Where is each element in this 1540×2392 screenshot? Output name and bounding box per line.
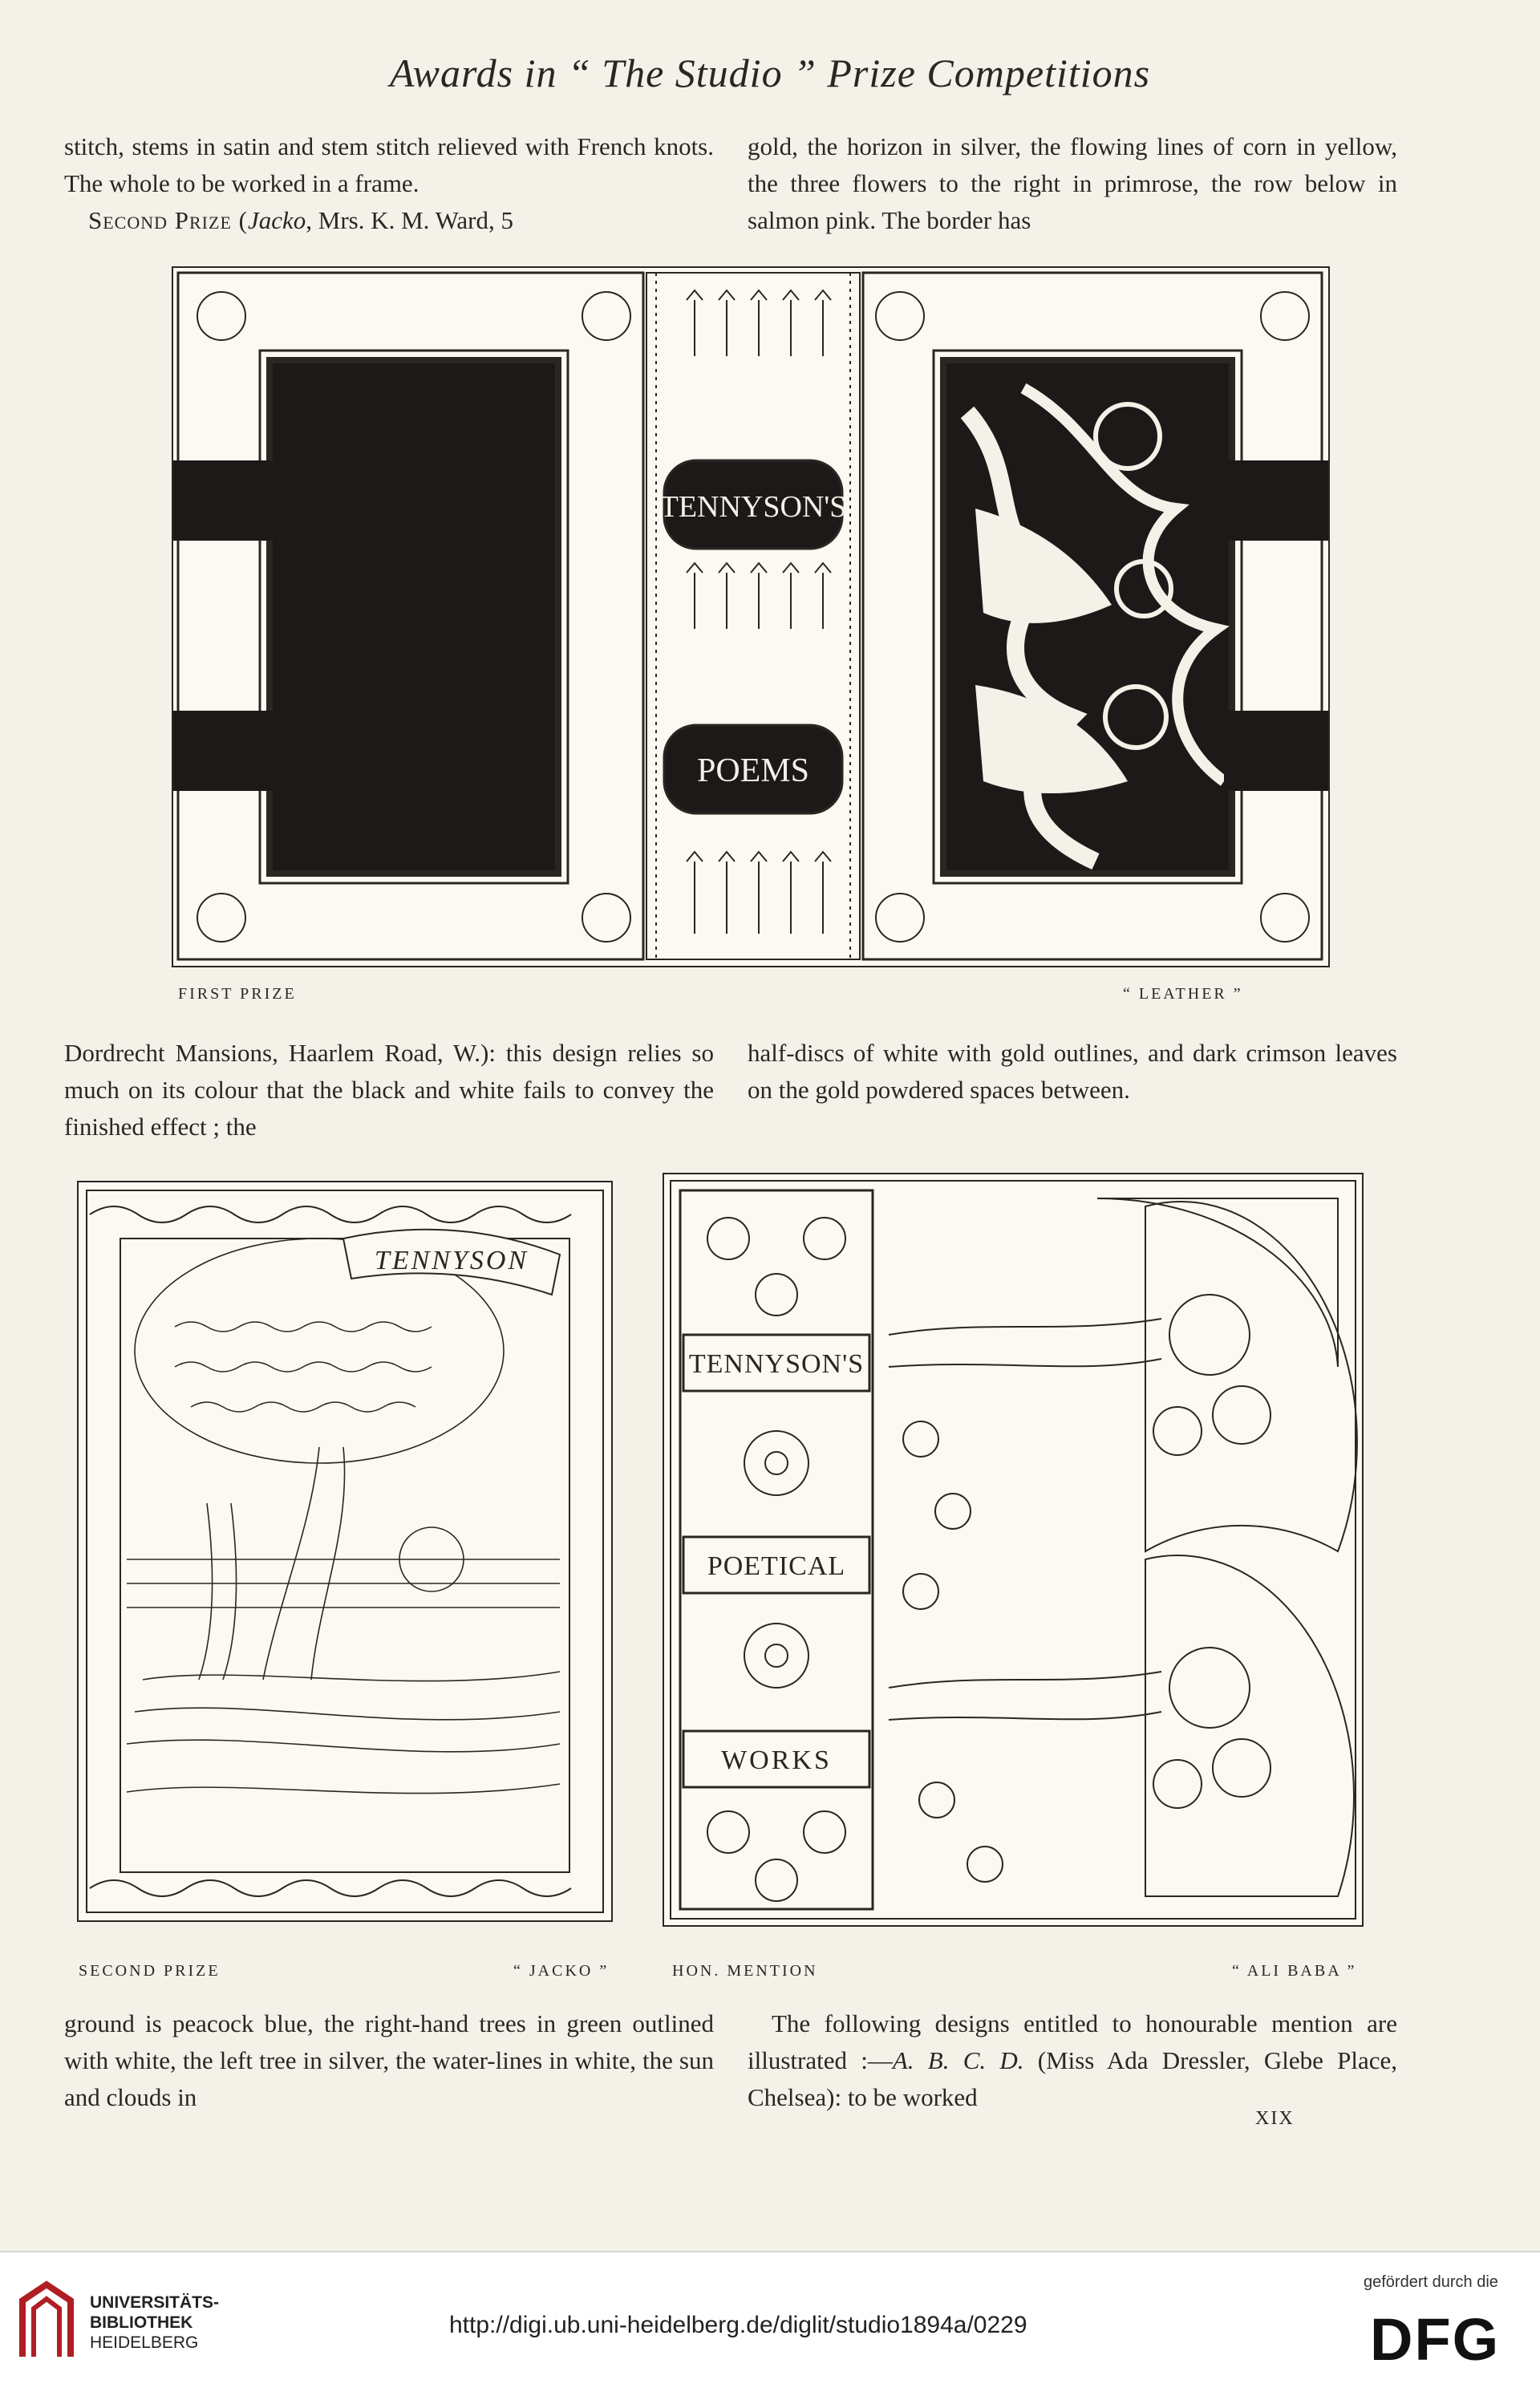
mention-intro: The following designs entitled to honourable mention are illustrated :— [748,2009,1397,2074]
library-name-line-1: UNIVERSITÄTS- [90,2293,220,2312]
caption-jacko: “ JACKO ” [513,1962,610,1980]
caption-leather: “ LEATHER ” [1123,985,1243,1003]
mention-entry-name: A. B. C. D. [892,2046,1024,2074]
spine-label-2: POETICAL [707,1551,846,1581]
figure-jacko-cover [77,1181,613,1922]
footer-divider [0,2251,1540,2252]
caption-hon-mention: HON. MENTION [672,1962,818,1980]
paragraph: stitch, stems in satin and stem stitch relieved with French knots. The whole to be worked in a frame. [64,132,714,197]
text-column-left-1 [64,128,714,239]
library-name [90,2293,219,2353]
spine-label-3: WORKS [721,1745,832,1775]
library-name-line-2: BIBLIOTHEK [90,2313,193,2332]
paragraph: ground is peacock blue, the right-hand trees in green outlined with white, the left tree in silver, the water-lines in white, the sun and clouds in [64,2009,714,2111]
running-head: Awards in “ The Studio ” Prize Competitions [389,51,1151,95]
library-logo-icon [14,2276,82,2369]
spine-title-2: POEMS [696,752,810,789]
text-column-left-2 [64,1035,714,1145]
text-column-left-3 [64,2005,714,2116]
paragraph-second-prize [64,202,714,239]
library-name-line-3: HEIDELBERG [90,2333,199,2352]
second-prize-label: Second Prize ( [88,206,248,234]
entry-details: , Mrs. K. M. Ward, 5 [306,206,513,234]
jacko-cover-illustration [79,1182,611,1920]
page-folio: XIX [1255,2108,1295,2129]
spine-title-1: TENNYSON'S [659,490,847,524]
dfg-logo: DFG [1370,2306,1501,2373]
text-column-right-1 [748,128,1397,239]
paragraph: Dordrecht Mansions, Haarlem Road, W.): this design relies so much on its colour that the black and white fails to convey the finished effect ; the [64,1039,714,1141]
ali-baba-cover-illustration [664,1174,1362,1925]
paragraph: gold, the horizon in silver, the flowing lines of corn in yellow, the three flowers to the right in primrose, the row below in salmon pink. The border has [748,132,1397,234]
figure-leather-binding [172,266,1330,967]
cover-title: TENNYSON [374,1246,529,1275]
caption-first-prize: FIRST PRIZE [178,985,297,1003]
paragraph: half-discs of white with gold outlines, and dark crimson leaves on the gold powdered spaces between. [748,1039,1397,1104]
caption-ali-baba: “ ALI BABA ” [1232,1962,1357,1980]
paragraph-honourable-mention [748,2005,1397,2116]
mention-details: (Miss Ada Dressler, Glebe Place, Chelsea): to be worked [748,2046,1397,2111]
caption-second-prize: SECOND PRIZE [79,1962,221,1980]
source-url-link[interactable]: http://digi.ub.uni-heidelberg.de/diglit/studio1894a/0229 [449,2312,1027,2338]
leather-binding-illustration [173,268,1328,966]
entry-name: Jacko [247,206,306,234]
text-column-right-3 [748,2005,1397,2116]
funding-note: gefördert durch die [1364,2273,1498,2291]
figure-ali-baba-cover [663,1173,1364,1927]
text-column-right-2 [748,1035,1397,1109]
spine-label-1: TENNYSON'S [688,1349,865,1379]
